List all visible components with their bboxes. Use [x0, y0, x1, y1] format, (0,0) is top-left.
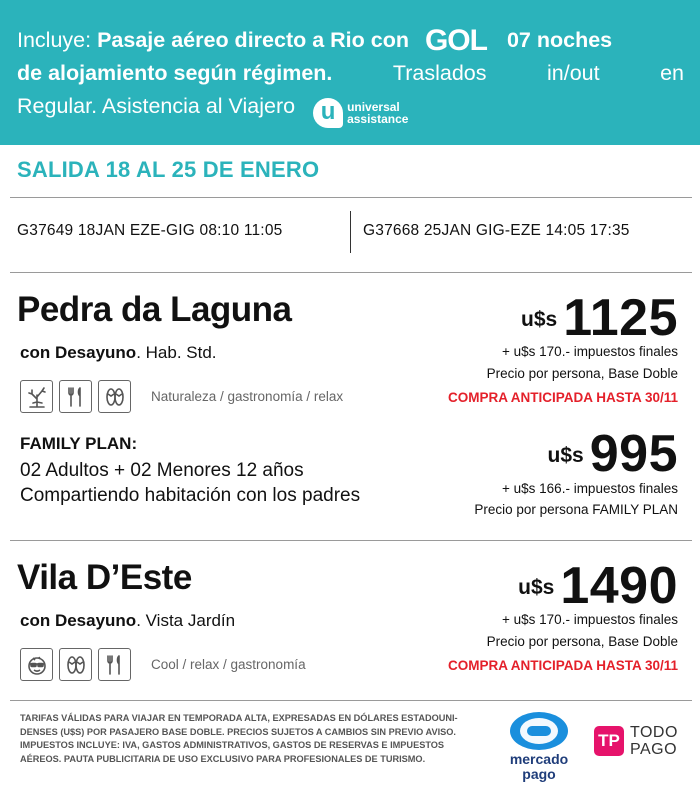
sunglasses-face-icon	[20, 648, 53, 681]
promo-badge: COMPRA ANTICIPADA HASTA 30/11	[447, 390, 678, 405]
hotel-board-type: con Desayuno	[20, 343, 137, 362]
header-word: en	[660, 61, 684, 85]
family-plan-title: FAMILY PLAN:	[20, 434, 138, 453]
mp-line-2: pago	[522, 766, 556, 782]
outbound-flight: G37649 18JAN EZE-GIG 08:10 11:05	[17, 222, 283, 239]
departure-title	[17, 157, 319, 183]
header-line-3	[17, 90, 684, 128]
sandals-icon	[98, 380, 131, 413]
price-currency: u$s	[518, 576, 555, 599]
price-basis: Precio por persona, Base Doble	[486, 634, 678, 649]
price-taxes: + u$s 166.- impuestos finales	[502, 481, 678, 496]
tp-line-2: PAGO	[630, 741, 678, 758]
ua-line-2: assistance	[347, 112, 409, 126]
tp-line-1: TODO	[630, 724, 678, 741]
sandals-icon	[59, 648, 92, 681]
coral-icon	[20, 380, 53, 413]
header-nights-text: 07 noches	[506, 28, 613, 52]
cutlery-icon	[59, 380, 92, 413]
flight-info	[0, 197, 700, 271]
departure-dates: 18 AL 25 DE ENERO	[105, 157, 320, 182]
divider	[10, 272, 692, 273]
universal-assistance-logo	[313, 98, 408, 128]
hotel-board	[20, 611, 235, 631]
divider	[10, 540, 692, 541]
mercado-pago-logo	[498, 712, 580, 782]
mercado-pago-text	[498, 752, 580, 782]
hotel-tags: Cool / relax / gastronomía	[151, 657, 306, 672]
price-amount: 1490	[560, 557, 678, 615]
price-currency: u$s	[521, 308, 558, 331]
header-banner	[0, 0, 700, 145]
hotel-room-type: . Hab. Std.	[136, 343, 217, 362]
hotel-board-type: con Desayuno	[20, 611, 137, 630]
mp-line-1: mercado	[509, 751, 569, 767]
universal-assistance-logo-icon: u	[313, 98, 343, 128]
header-lodging-text: de alojamiento según régimen.	[17, 61, 333, 85]
legal-disclaimer: TARIFAS VÁLIDAS PARA VIAJAR EN TEMPORADA ALTA, EXPRESADAS EN DÓLARES ESTADOUNI-DENSES (U$S) POR PASAJERO BASE DOBLE. PRECIOS SUJETOS A CAMBIOS SIN PREVIO AVISO. IMPUESTOS INCLUYE: IVA, GASTOS ADMINISTRATIVOS, GASTOS DE RESERVAS E IMPUESTOS AÉREOS. PAUTA PUBLICITARIA DE USO EXCLUSIVO PARA PROFESIONALES DE TURISMO.	[20, 713, 458, 764]
price-amount: 1125	[563, 289, 678, 347]
header-word: in/out	[546, 61, 600, 85]
hotel-price	[521, 289, 678, 347]
header-transfer-assistance-text: Regular. Asistencia al Viajero	[17, 94, 296, 118]
price-taxes: + u$s 170.- impuestos finales	[502, 612, 678, 627]
header-line-1	[17, 24, 684, 57]
todo-pago-text	[630, 724, 678, 758]
price-basis: Precio por persona FAMILY PLAN	[474, 502, 678, 517]
hotel-board	[20, 343, 217, 363]
promo-badge: COMPRA ANTICIPADA HASTA 30/11	[447, 658, 678, 673]
ua-line-1: universal	[347, 100, 400, 114]
hotel-name: Vila D’Este	[17, 558, 192, 597]
cutlery-icon	[98, 648, 131, 681]
gol-logo-text: GOL	[424, 24, 487, 57]
price-basis: Precio por persona, Base Doble	[486, 366, 678, 381]
hotel-amenity-icons	[20, 380, 131, 413]
hotel-price	[518, 557, 678, 615]
hotel-name: Pedra da Laguna	[17, 290, 292, 329]
gol-logo	[425, 24, 487, 57]
price-amount: 995	[589, 425, 678, 483]
inbound-flight: G37668 25JAN GIG-EZE 14:05 17:35	[363, 222, 630, 239]
todo-pago-icon: TP	[594, 726, 624, 756]
flight-separator	[350, 211, 351, 253]
divider	[10, 700, 692, 701]
family-plan-line-1: 02 Adultos + 02 Menores 12 años	[20, 460, 304, 481]
header-flight-text: Pasaje aéreo directo a Rio con	[97, 28, 409, 52]
handshake-icon	[510, 712, 568, 750]
hotel-room-type: . Vista Jardín	[136, 611, 236, 630]
family-plan-price	[547, 425, 678, 483]
family-plan-line-2: Compartiendo habitación con los padres	[20, 485, 361, 506]
hotel-amenity-icons	[20, 648, 131, 681]
hotel-tags: Naturaleza / gastronomía / relax	[151, 389, 344, 404]
departure-label: SALIDA	[17, 157, 100, 182]
price-taxes: + u$s 170.- impuestos finales	[502, 344, 678, 359]
header-includes-label: Incluye:	[17, 28, 92, 52]
universal-assistance-logo-text	[347, 101, 408, 125]
price-currency: u$s	[547, 444, 584, 467]
header-line-2	[17, 57, 684, 90]
header-word: Traslados	[392, 61, 487, 85]
todo-pago-logo	[594, 724, 678, 758]
